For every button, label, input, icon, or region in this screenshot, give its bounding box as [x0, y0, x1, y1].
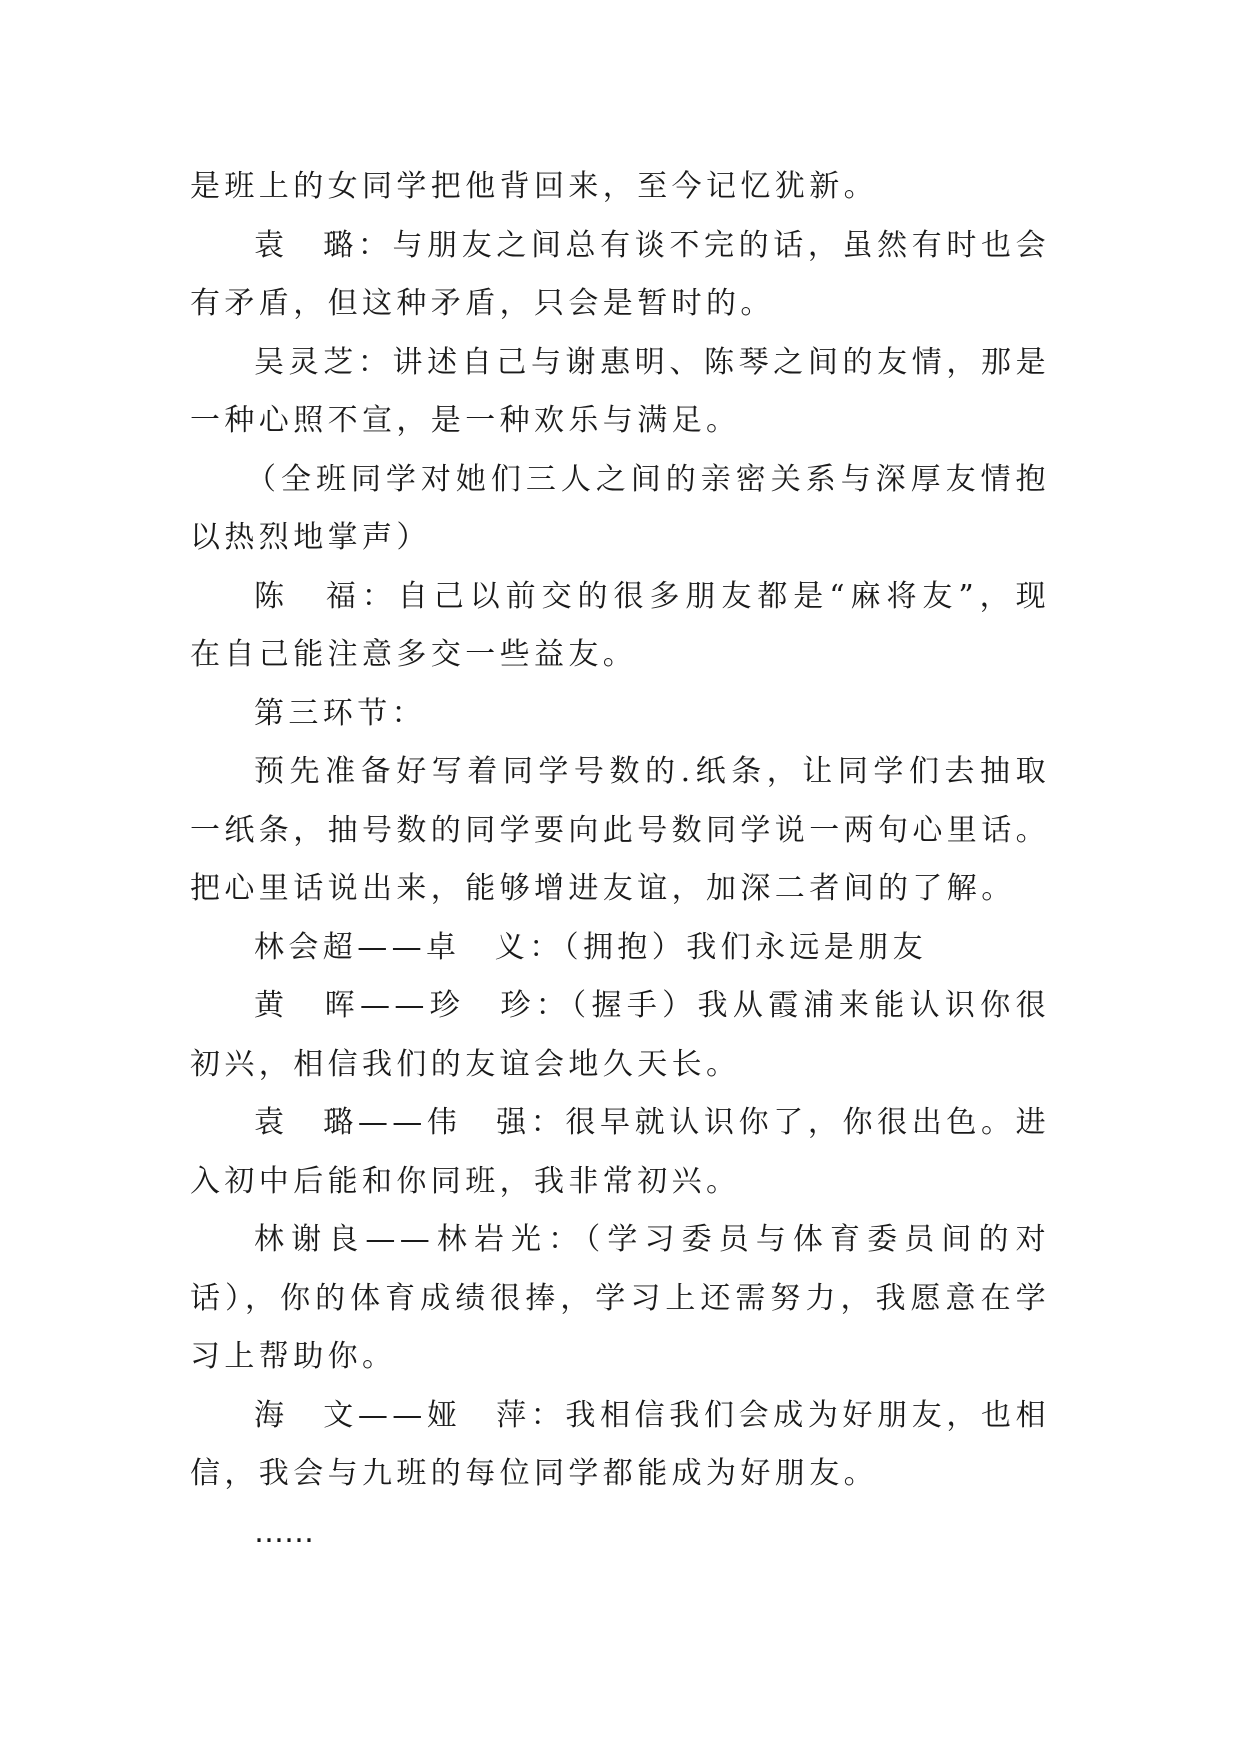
dialogue-lin-xieliang: 林谢良——林岩光：（学习委员与体育委员间的对话），你的体育成绩很捧，学习上还需努力，我愿意在学习上帮助你。: [190, 1222, 1050, 1374]
dialogue-hai-wen: 海 文——娅 萍：我相信我们会成为好朋友，也相信，我会与九班的每位同学都能成为好朋友。: [190, 1397, 1050, 1491]
paragraph-wu-lingzhi: 吴灵芝：讲述自己与谢惠明、陈琴之间的友情，那是一种心照不宣，是一种欢乐与满足。: [190, 344, 1050, 438]
paragraph-chen-fu: 陈 福：自己以前交的很多朋友都是“麻将友”，现在自己能注意多交一些益友。: [190, 578, 1050, 672]
paragraph-yuan-lu: 袁 璐：与朋友之间总有谈不完的话，虽然有时也会有矛盾，但这种矛盾，只会是暂时的。: [190, 227, 1050, 321]
dialogue-huang-hui: 黄 晖——珍 珍：（握手）我从霞浦来能认识你很初兴，相信我们的友谊会地久天长。: [190, 988, 1050, 1082]
document-body: [190, 158, 1050, 1562]
paragraph-activity-description: 预先准备好写着同学号数的.纸条，让同学们去抽取一纸条，抽号数的同学要向此号数同学说一两句心里话。把心里话说出来，能够增进友谊，加深二者间的了解。: [190, 754, 1050, 906]
dialogue-lin-huichao: 林会超——卓 义：（拥抱）我们永远是朋友: [254, 929, 927, 965]
ellipsis-line: ……: [254, 1514, 314, 1550]
dialogue-yuan-lu: 袁 璐——伟 强：很早就认识你了，你很出色。进入初中后能和你同班，我非常初兴。: [190, 1105, 1050, 1199]
paragraph-continuation: 是班上的女同学把他背回来，至今记忆犹新。: [190, 169, 878, 204]
section-heading-third: 第三环节：: [254, 695, 426, 731]
paragraph-applause-note: （全班同学对她们三人之间的亲密关系与深厚友情抱以热烈地掌声）: [190, 461, 1050, 555]
